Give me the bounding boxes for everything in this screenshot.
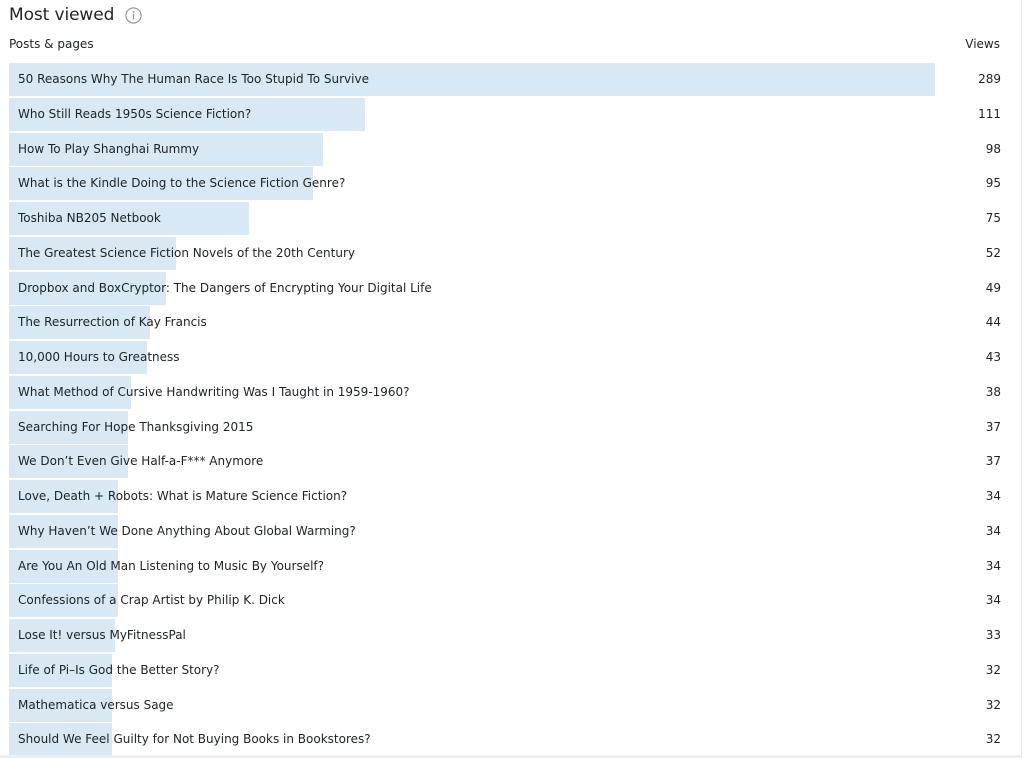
panel-title: Most viewed <box>9 5 115 25</box>
post-title-link[interactable]: Confessions of a Crap Artist by Philip K. Dick <box>18 593 285 608</box>
view-count: 75 <box>985 211 1001 225</box>
column-header-views: Views <box>965 37 1000 51</box>
list-item[interactable] <box>9 515 1013 548</box>
header <box>9 3 142 27</box>
list-item[interactable] <box>9 341 1013 374</box>
post-title-link[interactable]: Lose It! versus MyFitnessPal <box>18 628 186 642</box>
view-count: 37 <box>985 454 1001 469</box>
list-item[interactable] <box>9 723 1013 756</box>
info-icon[interactable] <box>125 7 142 24</box>
post-title-link[interactable]: We Don’t Even Give Half-a-F*** Anymore <box>18 454 264 469</box>
post-title-link[interactable]: Love, Death + Robots: What is Mature Science Fiction? <box>18 489 348 503</box>
view-count: 32 <box>985 662 1001 677</box>
list-item[interactable] <box>9 411 1013 444</box>
view-count: 37 <box>985 419 1001 434</box>
post-title-link[interactable]: 50 Reasons Why The Human Race Is Too Stupid To Survive <box>18 72 369 86</box>
view-count: 44 <box>985 315 1001 330</box>
view-count: 111 <box>978 106 1001 121</box>
list-item[interactable] <box>9 445 1013 478</box>
view-count: 32 <box>985 732 1001 747</box>
list-item[interactable] <box>9 689 1013 722</box>
view-count: 34 <box>985 558 1001 573</box>
list-item[interactable] <box>9 237 1013 270</box>
list-item[interactable] <box>9 272 1013 305</box>
post-title-link[interactable]: The Resurrection of Kay Francis <box>18 315 207 330</box>
list-item[interactable] <box>9 619 1013 652</box>
view-count: 95 <box>985 176 1001 191</box>
post-title-link[interactable]: Why Haven’t We Done Anything About Global Warming? <box>18 523 356 538</box>
list-item[interactable] <box>9 167 1013 200</box>
view-count: 33 <box>985 628 1001 642</box>
view-count: 32 <box>985 697 1001 712</box>
view-count: 49 <box>985 280 1001 295</box>
post-title-link[interactable]: Dropbox and BoxCryptor: The Dangers of Encrypting Your Digital Life <box>18 280 432 295</box>
list-item[interactable] <box>9 202 1013 235</box>
view-count: 34 <box>985 489 1001 503</box>
view-count: 34 <box>985 593 1001 608</box>
post-title-link[interactable]: Should We Feel Guilty for Not Buying Books in Bookstores? <box>18 732 371 747</box>
post-title-link[interactable]: The Greatest Science Fiction Novels of the 20th Century <box>18 245 355 260</box>
post-title-link[interactable]: How To Play Shanghai Rummy <box>18 141 200 156</box>
view-count: 43 <box>985 350 1001 364</box>
post-title-link[interactable]: Toshiba NB205 Netbook <box>18 211 161 225</box>
view-count: 52 <box>985 245 1001 260</box>
post-title-link[interactable]: 10,000 Hours to Greatness <box>18 350 180 364</box>
post-title-link[interactable]: Life of Pi–Is God the Better Story? <box>18 662 220 677</box>
most-viewed-list <box>9 63 1013 758</box>
list-item[interactable] <box>9 550 1013 583</box>
list-item[interactable] <box>9 63 1013 96</box>
list-item[interactable] <box>9 133 1013 166</box>
list-item[interactable] <box>9 306 1013 339</box>
list-item[interactable] <box>9 584 1013 617</box>
list-item[interactable] <box>9 98 1013 131</box>
view-count: 34 <box>985 523 1001 538</box>
list-item[interactable] <box>9 376 1013 409</box>
post-title-link[interactable]: Who Still Reads 1950s Science Fiction? <box>18 106 252 121</box>
list-item[interactable] <box>9 654 1013 687</box>
column-header-posts: Posts & pages <box>9 37 94 51</box>
view-count: 38 <box>985 384 1001 399</box>
view-count: 98 <box>985 141 1001 156</box>
post-title-link[interactable]: Searching For Hope Thanksgiving 2015 <box>18 419 254 434</box>
post-title-link[interactable]: Are You An Old Man Listening to Music By Yourself? <box>18 558 325 573</box>
view-count: 289 <box>978 72 1001 86</box>
post-title-link[interactable]: What Method of Cursive Handwriting Was I Taught in 1959-1960? <box>18 384 410 399</box>
post-title-link[interactable]: What is the Kindle Doing to the Science Fiction Genre? <box>18 176 346 191</box>
list-item[interactable] <box>9 480 1013 513</box>
post-title-link[interactable]: Mathematica versus Sage <box>18 697 174 712</box>
